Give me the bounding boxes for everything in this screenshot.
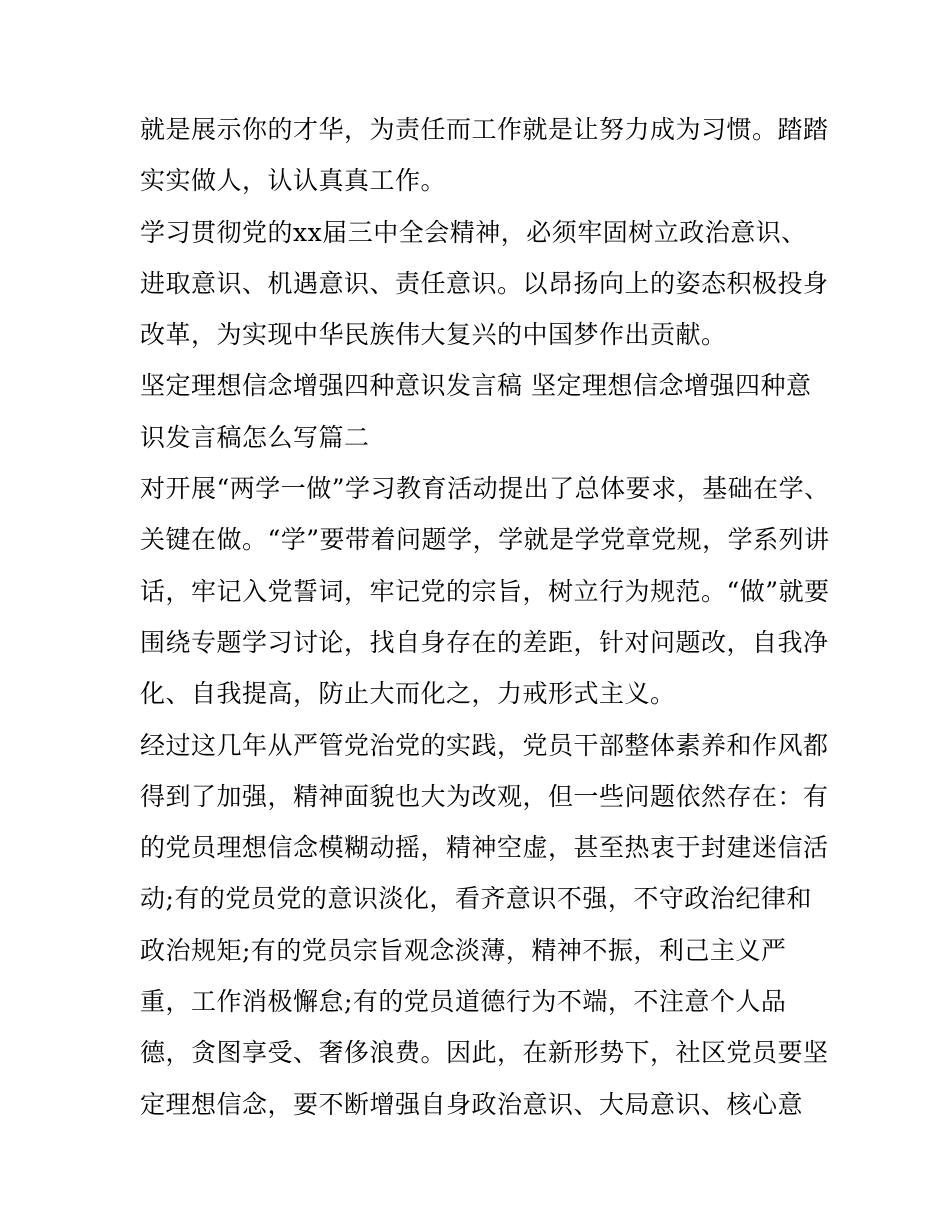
text-line: 进取意识、机遇意识、责任意识。以昂扬向上的姿态积极投身 <box>140 268 829 298</box>
text-line: 得到了加强，精神面貌也大为改观，但一些问题依然存在：有 <box>140 781 829 811</box>
text-line: 化、自我提高，防止大而化之，力戒形式主义。 <box>140 679 676 709</box>
text-line: 经过这几年从严管党治党的实践，党员干部整体素养和作风都 <box>140 730 829 760</box>
text-line: 话，牢记入党誓词，牢记党的宗旨，树立行为规范。“做”就要 <box>140 576 830 606</box>
text-line: 实实做人，认认真真工作。 <box>140 166 447 196</box>
text-line: 对开展“两学一做”学习教育活动提出了总体要求，基础在学、 <box>140 474 830 504</box>
text-line: 关键在做。“学”要带着问题学，学就是学党章党规，学系列讲 <box>140 525 830 555</box>
section-heading-line: 坚定理想信念增强四种意识发言稿 坚定理想信念增强四种意 <box>140 371 812 401</box>
section-heading-line: 识发言稿怎么写篇二 <box>140 422 370 452</box>
text-line: 改革，为实现中华民族伟大复兴的中国梦作出贡献。 <box>140 320 727 350</box>
text-line: 动;有的党员党的意识淡化，看齐意识不强，不守政治纪律和 <box>140 884 812 914</box>
text-line: 定理想信念，要不断增强自身政治意识、大局意识、核心意 <box>140 1089 804 1119</box>
text-line: 围绕专题学习讨论，找自身存在的差距，针对问题改，自我净 <box>140 627 829 657</box>
text-line: 就是展示你的才华，为责任而工作就是让努力成为习惯。踏踏 <box>140 115 829 144</box>
text-line: 重，工作消极懈怠;有的党员道德行为不端，不注意个人品 <box>140 987 787 1017</box>
text-line: 的党员理想信念模糊动摇，精神空虚，甚至热衷于封建迷信活 <box>140 833 829 863</box>
document-body <box>140 104 830 1130</box>
text-line: 政治规矩;有的党员宗旨观念淡薄，精神不振，利己主义严 <box>140 935 787 965</box>
text-line: 德，贪图享受、奢侈浪费。因此，在新形势下，社区党员要坚 <box>140 1038 829 1068</box>
text-line: 学习贯彻党的xx届三中全会精神，必须牢固树立政治意识、 <box>140 217 807 247</box>
